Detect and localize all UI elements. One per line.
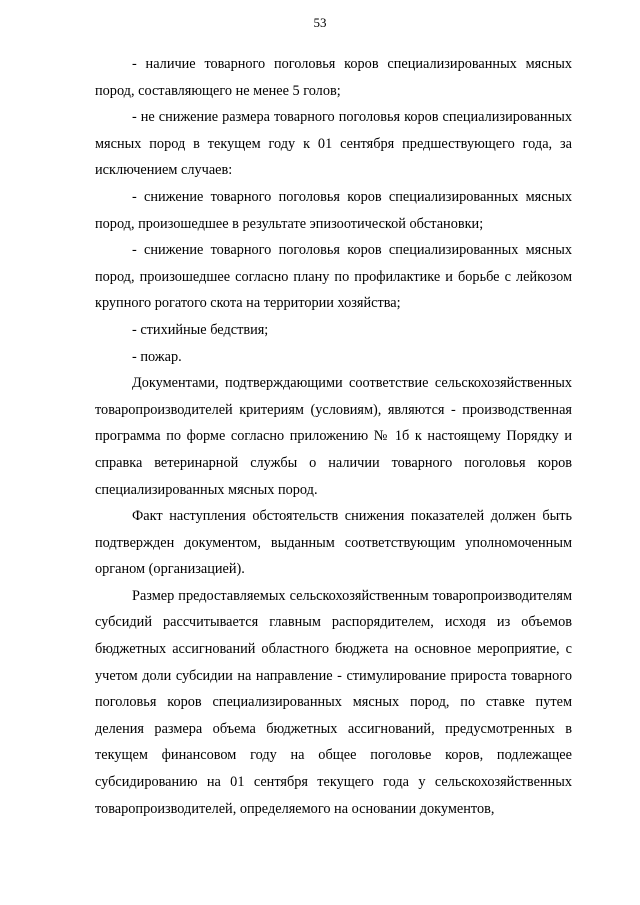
paragraph-natural-disasters: - стихийные бедствия; <box>132 321 269 338</box>
paragraph-subsidy-size: Размер предоставляемых сельскохозяйственным товаропроизводителям субсидий рассчитывается главным распорядителем, исходя из объемов бюджетных ассигнований областного бюджета на основное мероприятие, с учетом доли субсидии на направление - стимулирование прироста товарного поголовья коров специализированных мясных пород, по ставке путем деления размера объема бюджетных ассигнований, предусмотренных в текущем финансовом году на общее поголовье коров, подлежащее субсидированию на 01 сентября текущего года у сельскохозяйственных товаропроизводителей, определяемого на основании документов, <box>95 587 572 817</box>
paragraph-no-decrease: - не снижение размера товарного поголовья коров специализированных мясных пород в текущем году к 01 сентября предшествующего года, за исключением случаев: <box>95 109 572 179</box>
page-number: 53 <box>313 15 327 30</box>
paragraph-circumstances: Факт наступления обстоятельств снижения показателей должен быть подтвержден документом, выданным соответствующим уполномоченным органом (организацией). <box>95 508 572 578</box>
paragraph-documents: Документами, подтверждающими соответствие сельскохозяйственных товаропроизводителей критериям (условиям), являются - производственная программа по форме согласно приложению № 1б к настоящему Порядку и справка ветеринарной службы о наличии товарного поголовья коров специализированных мясных пород. <box>95 375 572 498</box>
paragraph-livestock-presence: - наличие товарного поголовья коров специализированных мясных пород, составляющего не менее 5 голов; <box>95 56 572 99</box>
paragraph-epizootic: - снижение товарного поголовья коров специализированных мясных пород, произошедшее в результате эпизоотической обстановки; <box>95 188 572 232</box>
document-body <box>95 51 572 822</box>
paragraph-leukosis: - снижение товарного поголовья коров специализированных мясных пород, произошедшее согласно плану по профилактике и борьбе с лейкозом крупного рогатого скота на территории хозяйства; <box>95 242 572 312</box>
paragraph-fire: - пожар. <box>132 348 182 365</box>
